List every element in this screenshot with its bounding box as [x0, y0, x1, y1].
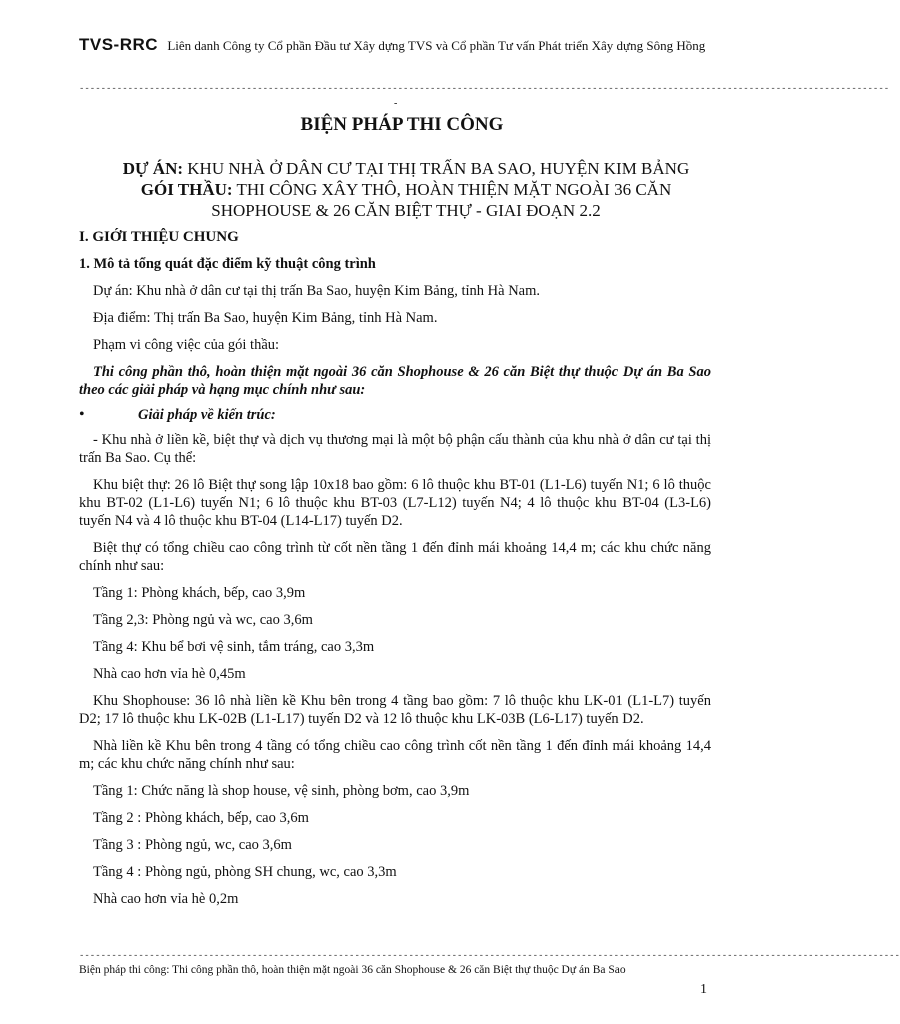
bullet-item	[79, 406, 711, 424]
document-title: BIỆN PHÁP THI CÔNG	[300, 114, 504, 135]
project-name: KHU NHÀ Ở DÂN CƯ TẠI THỊ TRẤN BA SAO, HUYỆN KIM BẢNG	[187, 159, 690, 178]
location-paragraph: Địa điểm: Thị trấn Ba Sao, huyện Kim Bảng, tỉnh Hà Nam.	[93, 310, 438, 326]
project-paragraph: Dự án: Khu nhà ở dân cư tại thị trấn Ba Sao, huyện Kim Bảng, tỉnh Hà Nam.	[93, 283, 541, 299]
shophouse-floor-item: Tầng 1: Chức năng là shop house, vệ sinh, phòng bơm, cao 3,9m	[93, 783, 470, 799]
footer-text: Biện pháp thi công: Thi công phần thô, hoàn thiện mặt ngoài 36 căn Shophouse & 26 căn Biệt thự thuộc Dự án Ba Sao	[79, 964, 626, 976]
header-separator-tail: -	[394, 98, 398, 109]
bullet-text: Giải pháp về kiến trúc:	[138, 407, 276, 423]
page-header	[79, 36, 711, 55]
shophouse-height-paragraph: Nhà liền kề Khu bên trong 4 tầng có tổng chiều cao công trình cốt nền tầng 1 đến đỉnh mái khoảng 14,4 m; các khu chức năng chính như sau:	[79, 738, 711, 772]
scope-detail-paragraph: Thi công phần thô, hoàn thiện mặt ngoài 36 căn Shophouse & 26 căn Biệt thự thuộc Dự án Ba Sao theo các giải pháp và hạng mục chính như sau:	[79, 364, 711, 398]
footer-separator: --------------------------------------------------------------------------------------------------------------------------------------------------------	[79, 951, 900, 961]
overview-paragraph: - Khu nhà ở liền kề, biệt thự và dịch vụ thương mại là một bộ phận cấu thành của khu nhà ở dân cư tại thị trấn Ba Sao. Cụ thể:	[79, 432, 711, 466]
header-separator: ------------------------------------------------------------------------------------------------------------------------------------------------------	[79, 84, 890, 94]
company-name: Liên danh Công ty Cổ phần Đầu tư Xây dựng TVS và Cổ phần Tư vấn Phát triển Xây dựng Sông Hồng	[167, 38, 706, 53]
brand-logo-text: TVS-RRC	[79, 35, 159, 54]
shophouse-floor-item: Tầng 3 : Phòng ngủ, wc, cao 3,6m	[93, 837, 292, 853]
villa-height-paragraph: Biệt thự có tổng chiều cao công trình từ cốt nền tầng 1 đến đỉnh mái khoảng 14,4 m; các khu chức năng chính như sau:	[79, 540, 711, 574]
package-name: THI CÔNG XÂY THÔ, HOÀN THIỆN MẶT NGOÀI 36 CĂN SHOPHOUSE & 26 CĂN BIỆT THỰ - GIAI ĐOẠN 2.2	[211, 180, 672, 220]
project-label: DỰ ÁN:	[122, 159, 184, 178]
villa-zone-paragraph: Khu biệt thự: 26 lô Biệt thự song lập 10x18 bao gồm: 6 lô thuộc khu BT-01 (L1-L6) tuyến N1; 6 lô thuộc khu BT-02 (L1-L6) tuyến N1; 6 lô thuộc khu BT-03 (L7-L12) tuyến N4; 4 lô thuộc khu BT-04 (L3-L6) tuyến N4 và 4 lô thuộc khu BT-04 (L14-L17) tuyến D2.	[79, 477, 711, 529]
villa-floor-item: Tầng 2,3: Phòng ngủ và wc, cao 3,6m	[93, 612, 313, 628]
shophouse-floor-item: Nhà cao hơn vỉa hè 0,2m	[93, 891, 239, 907]
bullet-icon: •	[79, 406, 85, 423]
villa-floor-item: Tầng 1: Phòng khách, bếp, cao 3,9m	[93, 585, 306, 601]
page-number: 1	[700, 982, 707, 997]
project-block	[106, 158, 706, 221]
villa-floor-item: Nhà cao hơn vỉa hè 0,45m	[93, 666, 246, 682]
shophouse-floor-item: Tầng 4 : Phòng ngủ, phòng SH chung, wc, cao 3,3m	[93, 864, 397, 880]
subsection-heading: 1. Mô tả tổng quát đặc điểm kỹ thuật công trình	[79, 256, 376, 272]
shophouse-zone-paragraph: Khu Shophouse: 36 lô nhà liền kề Khu bên trong 4 tầng bao gồm: 7 lô thuộc khu LK-01 (L1-L7) tuyến D2; 17 lô thuộc khu LK-02B (L1-L17) tuyến D2 và 12 lô thuộc khu LK-03B (L6-L17) tuyến D2.	[79, 693, 711, 727]
document-body	[79, 228, 711, 908]
villa-floor-item: Tầng 4: Khu bể bơi vệ sinh, tắm tráng, cao 3,3m	[93, 639, 375, 655]
package-label: GÓI THẦU:	[140, 180, 233, 199]
shophouse-floor-item: Tầng 2 : Phòng khách, bếp, cao 3,6m	[93, 810, 309, 826]
scope-paragraph: Phạm vi công việc của gói thầu:	[93, 337, 280, 353]
section-heading: I. GIỚI THIỆU CHUNG	[79, 229, 239, 245]
